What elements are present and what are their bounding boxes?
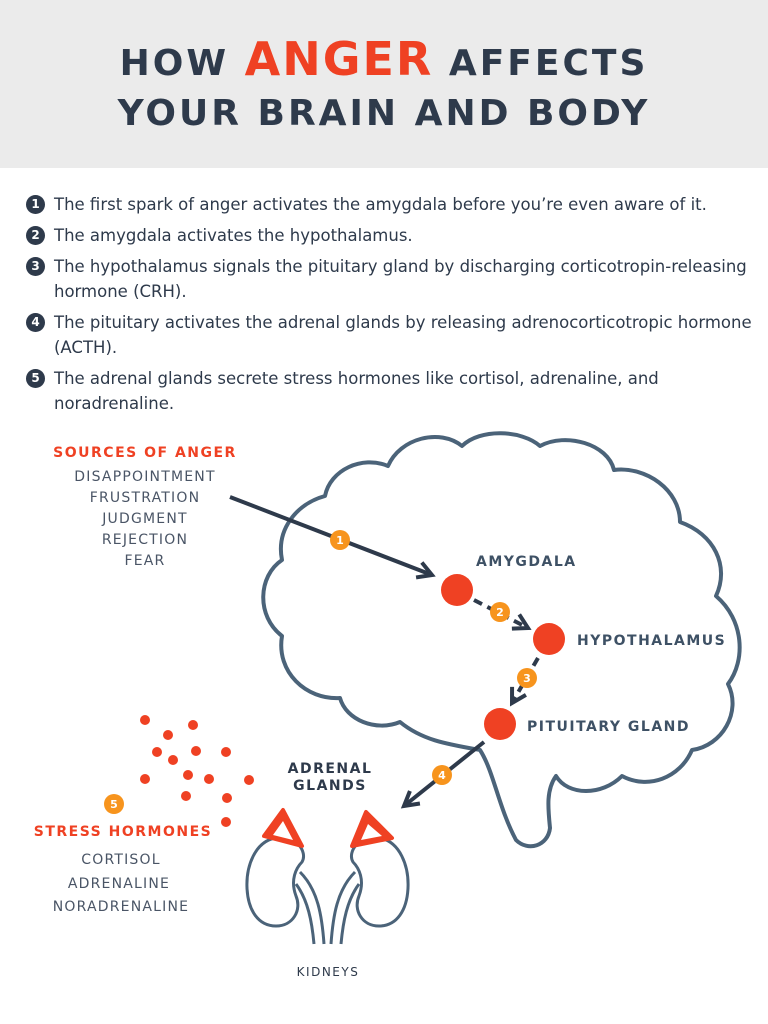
step-text: The hypothalamus signals the pituitary gland by discharging corticotropin-releasing hormone (CRH). <box>54 257 747 301</box>
left-ureter <box>296 872 324 944</box>
step-marker-label: 4 <box>438 769 446 782</box>
title-word-affects: AFFECTS <box>448 43 649 84</box>
stress-heading: STRESS HORMONES <box>33 824 213 840</box>
source-item: REJECTION <box>101 532 189 548</box>
hypothalamus-node <box>533 623 565 655</box>
hormone-item: ADRENALINE <box>67 876 171 892</box>
pituitary-node <box>484 708 516 740</box>
step-text: The amygdala activates the hypothalamus. <box>54 226 413 245</box>
kidneys-label: KIDNEYS <box>296 965 360 979</box>
left-kidney <box>247 837 304 926</box>
sources-heading: SOURCES OF ANGER <box>53 445 237 461</box>
right-kidney <box>351 837 408 926</box>
step-number-badge: 1 <box>26 195 45 214</box>
step-number-badge: 3 <box>26 257 45 276</box>
step-number-badge: 2 <box>26 226 45 245</box>
source-item: FEAR <box>124 553 166 569</box>
step-text: The pituitary activates the adrenal glands by releasing adrenocorticotropic hormone (ACTH). <box>54 313 752 357</box>
kidneys-illustration <box>247 837 408 944</box>
amygdala-node <box>441 574 473 606</box>
step-marker-5 <box>104 794 124 814</box>
hormone-item: NORADRENALINE <box>52 899 190 915</box>
step-number-badge: 5 <box>26 369 45 388</box>
step-marker-label: 3 <box>523 672 531 685</box>
step-marker-label: 2 <box>496 606 504 619</box>
hormone-item: CORTISOL <box>81 852 161 868</box>
step-marker-3 <box>517 668 537 688</box>
title-line-2: YOUR BRAIN AND BODY <box>117 93 651 134</box>
step-text: The adrenal glands secrete stress hormones like cortisol, adrenaline, and noradrenaline. <box>54 369 659 413</box>
source-item: FRUSTRATION <box>89 490 201 506</box>
hypothalamus-label: HYPOTHALAMUS <box>577 633 727 649</box>
step-marker-label: 1 <box>336 534 344 547</box>
right-ureter <box>331 872 359 944</box>
step-marker-4 <box>432 765 452 785</box>
adrenal-label-line1: ADRENAL <box>287 761 373 777</box>
source-item: JUDGMENT <box>102 511 188 527</box>
hormone-dots <box>140 715 254 827</box>
step-number-badge: 4 <box>26 313 45 332</box>
amygdala-label: AMYGDALA <box>476 554 577 570</box>
step-marker-label: 5 <box>110 798 118 811</box>
step-marker-2 <box>490 602 510 622</box>
title-word-anger: ANGER <box>244 32 434 86</box>
pituitary-label: PITUITARY GLAND <box>527 719 691 735</box>
source-item: DISAPPOINTMENT <box>74 469 216 485</box>
adrenal-label-line2: GLANDS <box>293 778 367 794</box>
step-marker-1 <box>330 530 350 550</box>
title-word-how: HOW <box>119 43 230 84</box>
step-text: The first spark of anger activates the amygdala before you’re even aware of it. <box>54 195 707 214</box>
